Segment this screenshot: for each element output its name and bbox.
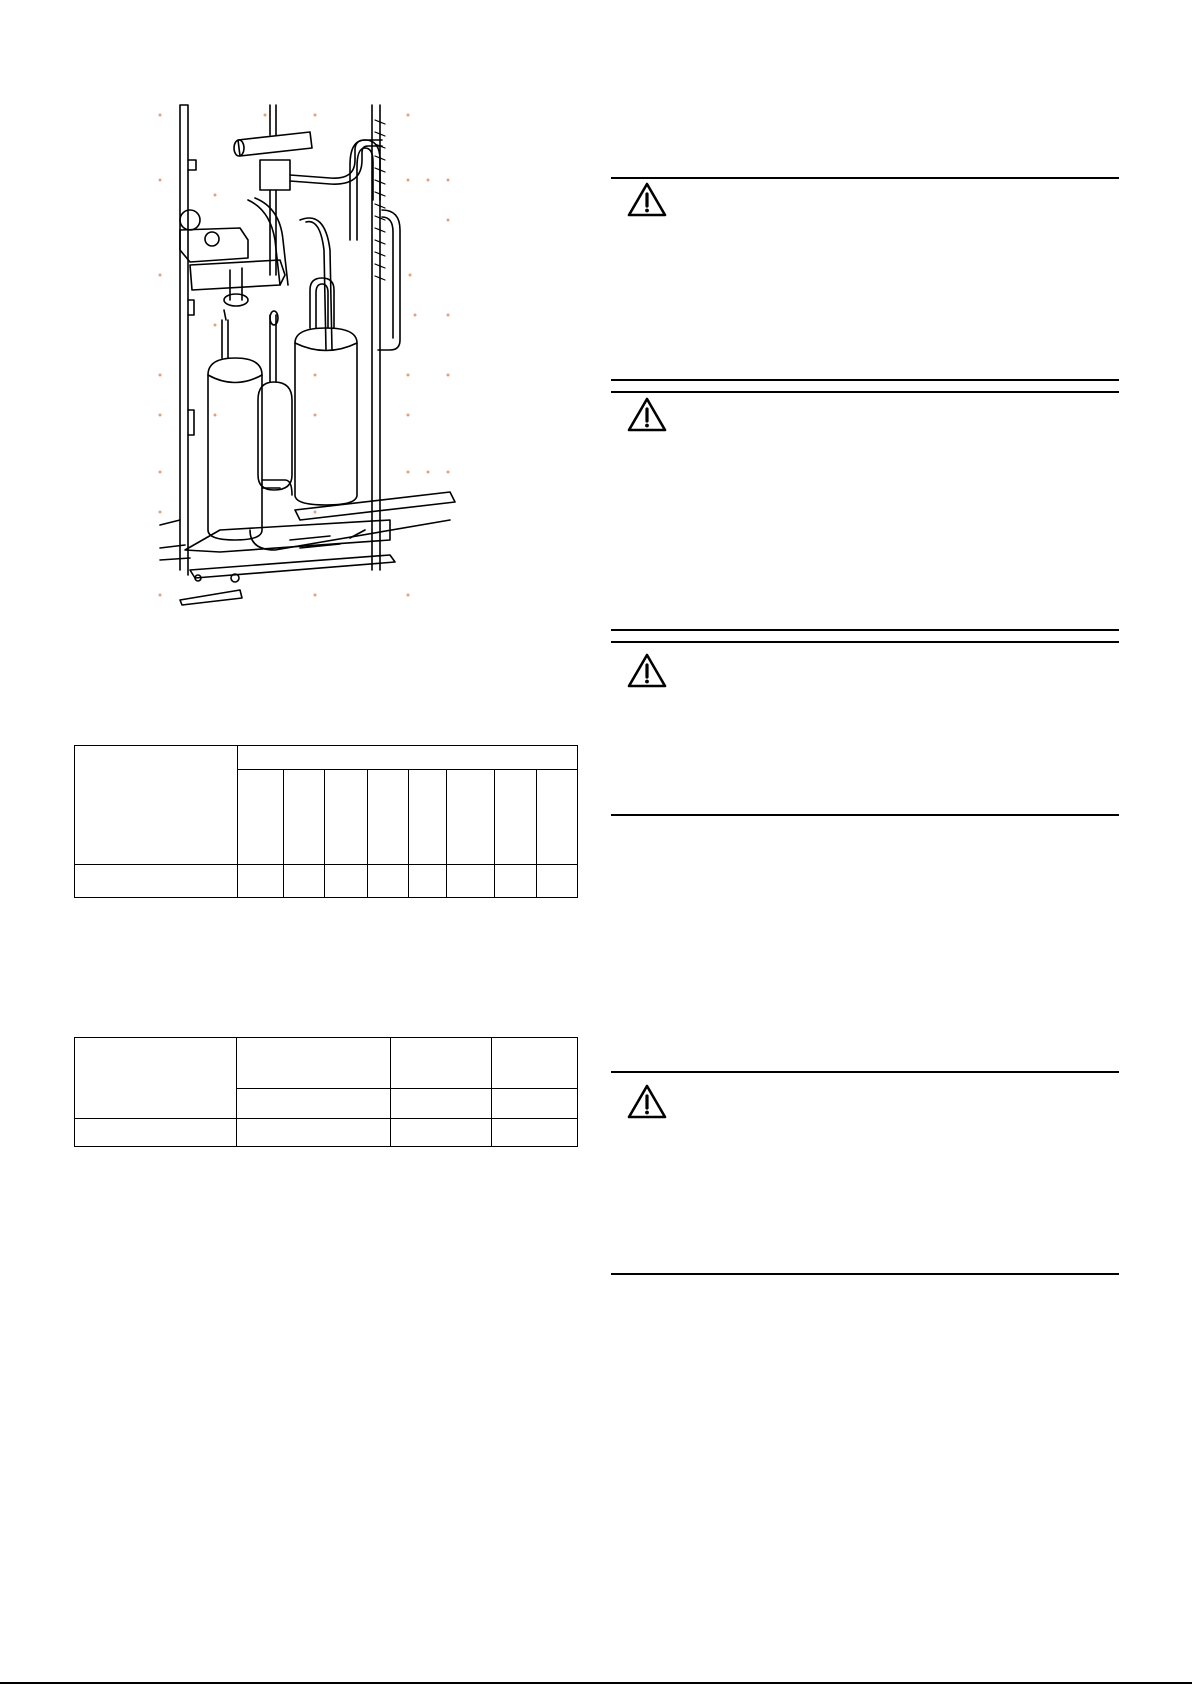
table-cell [495, 865, 537, 898]
warning-box-1-top-rule [611, 177, 1119, 179]
table-1-column-header [409, 770, 447, 865]
table-row [75, 1118, 578, 1146]
table-1-column-header [447, 770, 495, 865]
table-1-column-header [537, 770, 578, 865]
table-2-column-header [391, 1038, 492, 1089]
warning-triangle-icon [627, 653, 667, 689]
warning-box-3-bottom-rule [611, 814, 1119, 816]
table-cell [391, 1118, 492, 1146]
table-cell [492, 1118, 578, 1146]
table-1-group-header-cell [238, 746, 578, 770]
warning-box-1-bottom-rule [611, 379, 1119, 381]
warning-box-2-bottom-rule [611, 629, 1119, 631]
warning-triangle-icon [627, 397, 667, 433]
table-1-column-header [325, 770, 368, 865]
data-table-1 [74, 745, 578, 898]
table-cell [238, 865, 284, 898]
warning-triangle-icon [627, 182, 667, 218]
table-cell [368, 865, 409, 898]
table-cell [447, 865, 495, 898]
table-1-column-header [495, 770, 537, 865]
table-2-unit-cell [391, 1089, 492, 1118]
table-1-row-label-cell [75, 865, 238, 898]
table-cell [325, 865, 368, 898]
warning-box-4-bottom-rule [611, 1273, 1119, 1275]
table-2-row-label-cell [75, 1118, 237, 1146]
table-2-unit-cell [237, 1089, 391, 1118]
table-1-column-header [368, 770, 409, 865]
table-cell [409, 865, 447, 898]
table-1-row-header-cell [75, 746, 238, 865]
table-row [75, 865, 578, 898]
warning-triangle-icon [627, 1084, 667, 1120]
table-2-unit-cell [492, 1089, 578, 1118]
warning-box-4-top-rule [611, 1071, 1119, 1073]
table-cell [284, 865, 325, 898]
table-2-column-header [492, 1038, 578, 1089]
page-footer-rule [0, 1682, 1192, 1684]
warning-box-2-top-rule [611, 391, 1119, 393]
table-1-column-header [238, 770, 284, 865]
table-2-column-header [237, 1038, 391, 1089]
table-1-column-header [284, 770, 325, 865]
warning-box-3-top-rule [611, 641, 1119, 643]
table-2-row-header-cell [75, 1038, 237, 1119]
table-cell [237, 1118, 391, 1146]
compressor-piping-illustration [150, 100, 500, 615]
data-table-2 [74, 1037, 578, 1147]
table-cell [537, 865, 578, 898]
